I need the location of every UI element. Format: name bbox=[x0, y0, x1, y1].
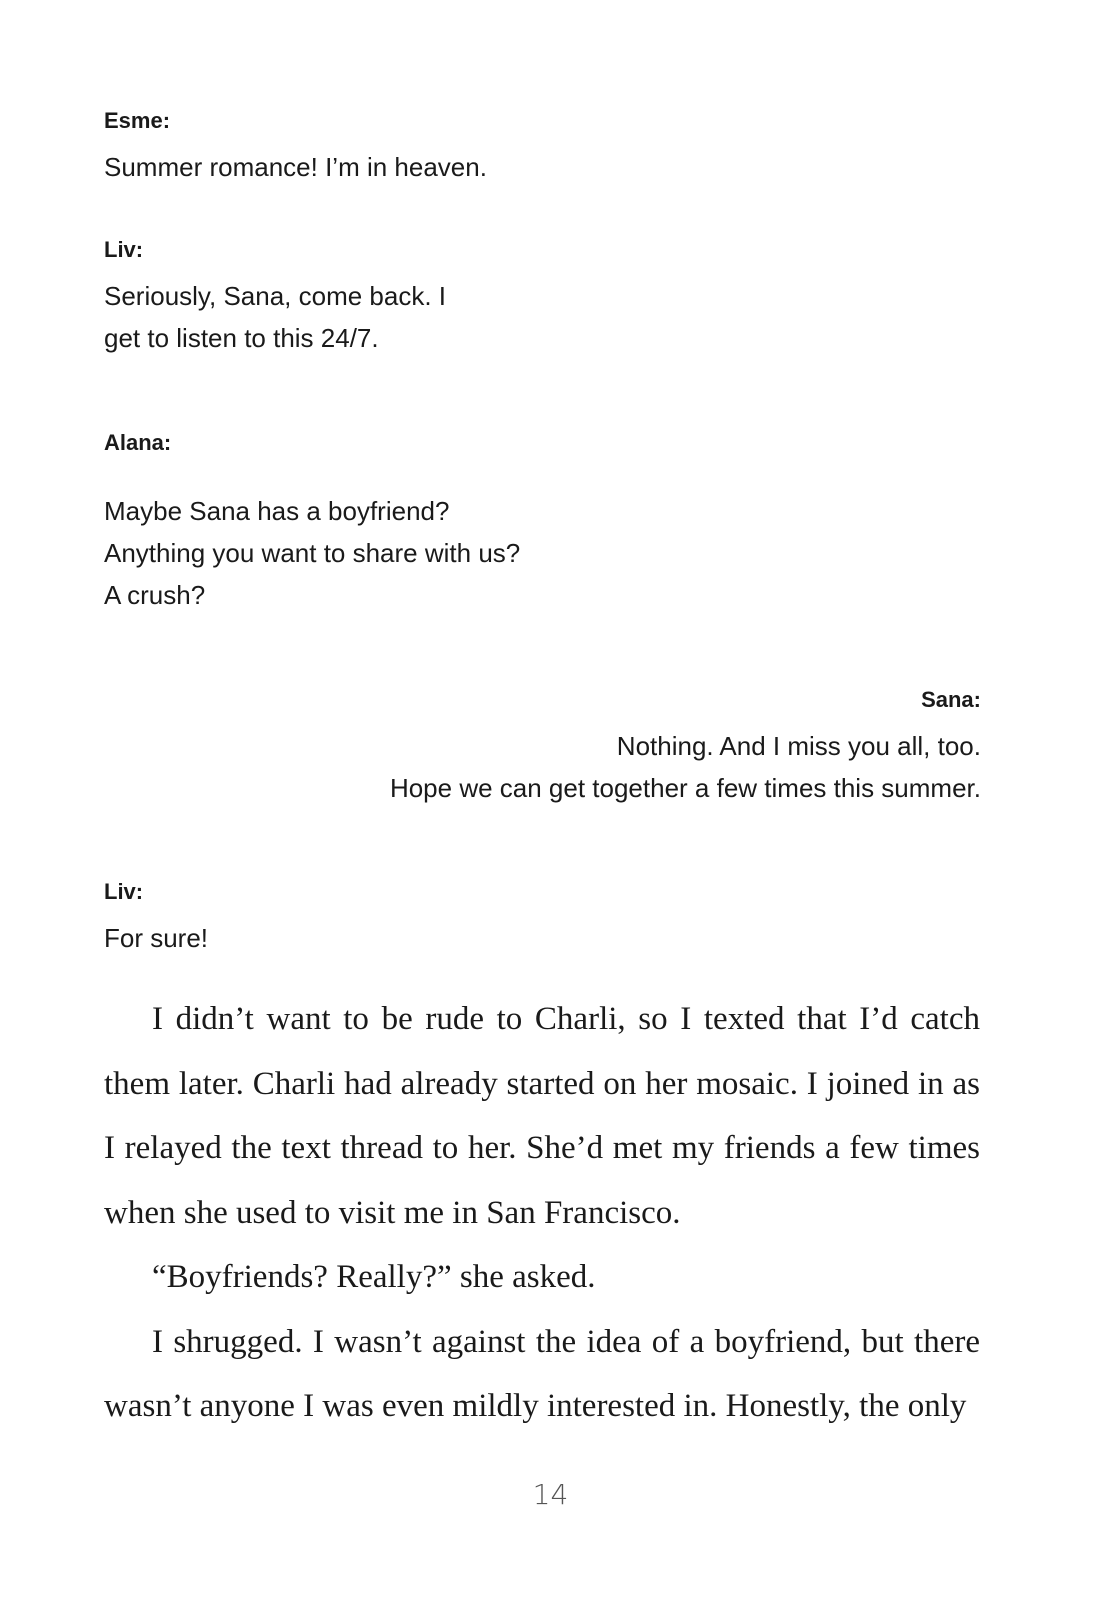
message-text: Summer romance! I’m in heaven. bbox=[104, 152, 487, 182]
prose-paragraph: I didn’t want to be rude to Charli, so I texted that I’d catch them later. Charli had already started on her mosaic. I joined in as I relayed the text thread to her. She’d met my friends a few times when she used to visit me in San Francisco. bbox=[104, 1001, 980, 1231]
message-text: get to listen to this 24/7. bbox=[104, 323, 379, 353]
message-sender: Sana: bbox=[921, 687, 981, 712]
message-text: For sure! bbox=[104, 923, 209, 953]
message-text: Seriously, Sana, come back. I bbox=[104, 281, 447, 311]
chat-message-alana bbox=[104, 430, 520, 616]
chat-message-liv-2 bbox=[104, 879, 208, 959]
message-sender: Esme: bbox=[104, 108, 171, 133]
page-number: 14 bbox=[532, 1478, 569, 1511]
prose-paragraph: I shrugged. I wasn’t against the idea of a boyfriend, but there wasn’t anyone I was even mildly interested in. Honestly, the only bbox=[104, 1323, 980, 1424]
message-text: Nothing. And I miss you all, too. bbox=[616, 731, 981, 761]
chat-message-liv bbox=[104, 237, 446, 359]
chat-message-esme bbox=[104, 108, 487, 188]
prose-body bbox=[104, 987, 980, 1439]
message-text: Hope we can get together a few times this summer. bbox=[389, 773, 981, 803]
message-sender: Liv: bbox=[104, 237, 144, 262]
prose-paragraph: “Boyfriends? Really?” she asked. bbox=[152, 1259, 596, 1295]
message-text: A crush? bbox=[104, 580, 206, 610]
message-text: Maybe Sana has a boyfriend? bbox=[104, 496, 450, 526]
message-sender: Liv: bbox=[104, 879, 144, 904]
message-text: Anything you want to share with us? bbox=[104, 538, 521, 568]
message-sender: Alana: bbox=[104, 430, 172, 455]
chat-message-sana bbox=[390, 687, 981, 809]
